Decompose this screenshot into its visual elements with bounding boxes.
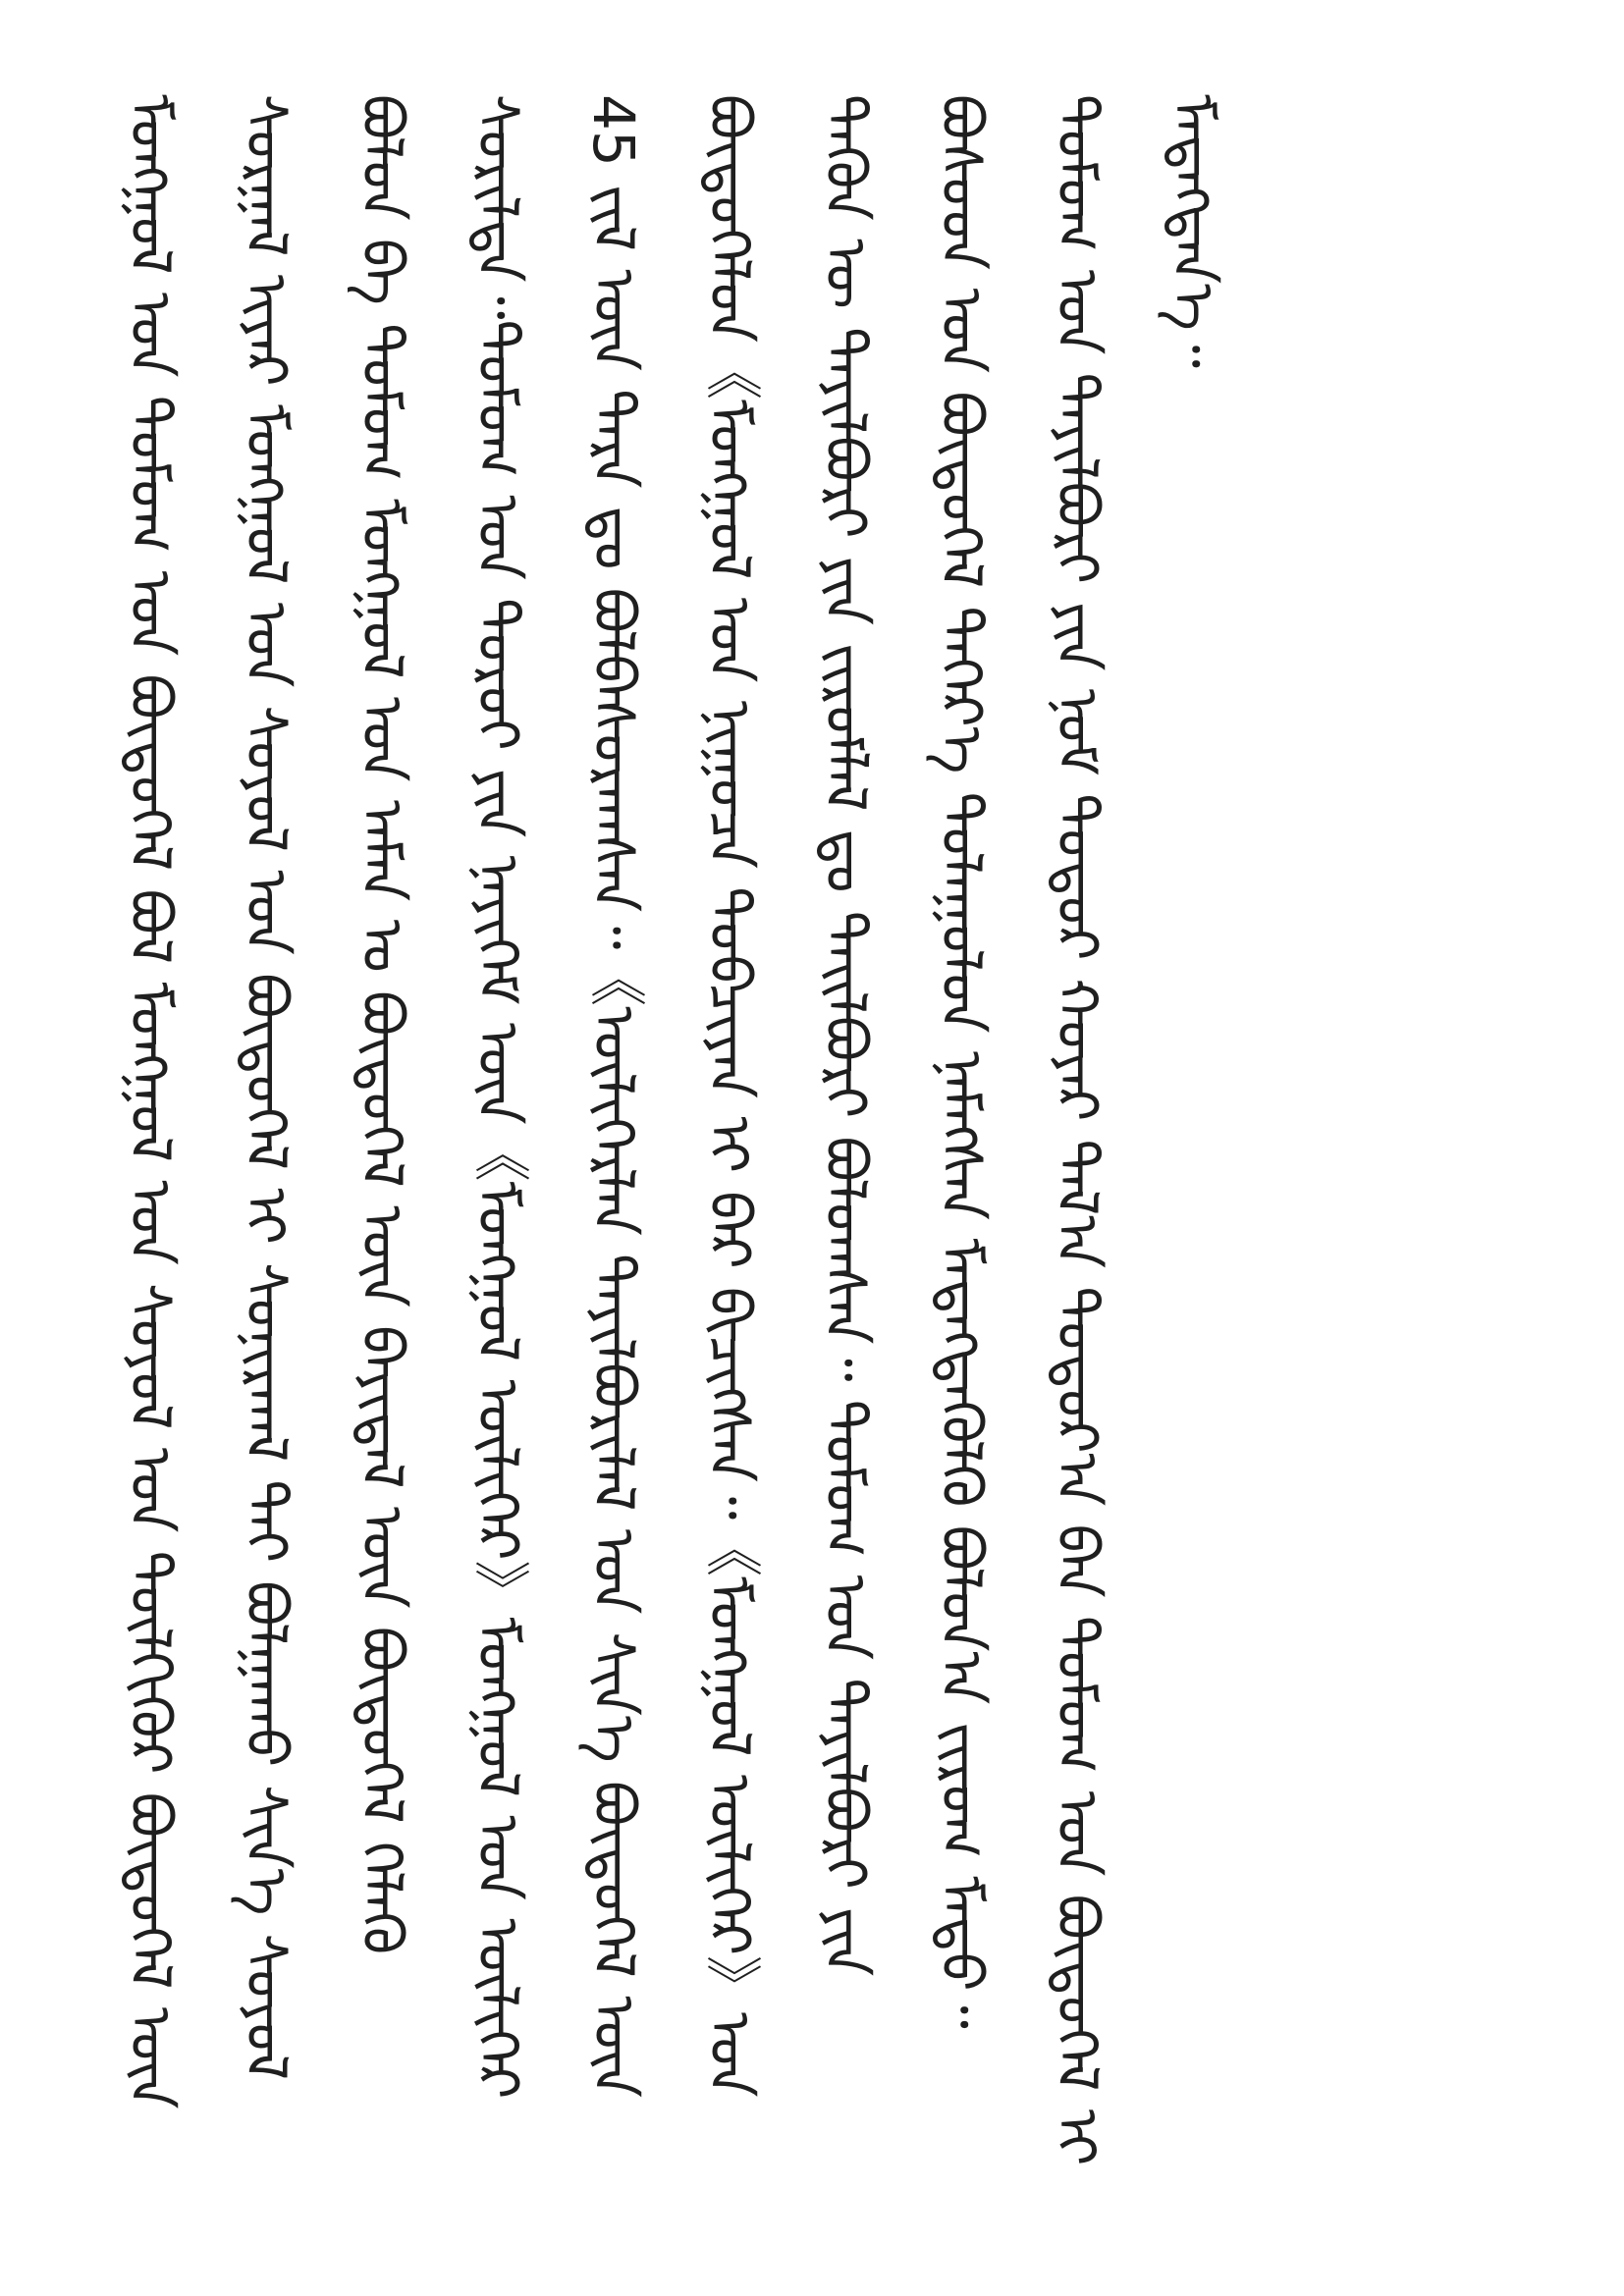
text-line: ᠮᠡᠳᠡᠭᠳᠡᠨ᠎ᠡ᠃ [1160,94,1226,368]
text-line: ᠪᠦᠲᠦᠭᠡᠯᠦᠨ《ᠮᠣᠩᠭᠣᠯ ᠤᠨ ᠨᠢᠭᠤᠴᠠ ᠲᠣᠪᠴᠢᠶᠠᠨ ᠢ ᠪᠠᠷ ᠪᠢᠴᠢᠭᠰᠡᠨ᠃《ᠮᠣᠩᠭᠣᠯ ᠦᠯᠢᠭᠡᠷ》ᠤᠨ [696,94,763,2098]
text-line: ᠰᠤᠷᠭᠠᠯ ᠢᠶᠠᠷ ᠮᠣᠩᠭᠣᠯ ᠤᠨ ᠰᠣᠶᠣᠯ ᠤᠨ ᠪᠦᠲᠦᠭᠡᠯ ᠢ ᠰᠣᠨᠢᠷᠬᠠᠯ ᠲᠠᠢ ᠪᠣᠯᠭᠠᠬᠤ ᠰᠢᠨ᠎ᠡ ᠰᠣᠶᠣᠯ [233,94,299,2081]
text-line: ᠪᠤᠰᠤᠳ ᠤᠨ ᠪᠦᠲᠦᠭᠡᠯ ᠳᠡᠭᠡᠷ᠎ᠡ ᠲᠤᠯᠠᠭᠤᠯᠤᠨ ᠨᠡᠮᠡᠭᠰᠡᠨ ᠮᠡᠳᠡᠭᠳᠡᠭᠦᠯᠬᠦ ᠪᠣᠯᠤᠨ᠎ᠠ ᠵᠢᠷᠤᠭ ᠮᠠᠲᠤ᠃ [928,94,995,2029]
text-line: ᠲᠡᠭᠦᠨ ᠦ ᠲᠠᠶᠢᠯᠪᠤᠷᠢ ᠶᠢᠨ ᠵᠢᠷᠤᠮᠯᠠᠯ ᠳᠤ ᠲᠠᠢᠯᠪᠤᠷᠢ ᠪᠣᠯᠤᠭᠰᠠᠨ᠃ ᠳᠣᠮᠣᠭ ᠤᠨ ᠲᠠᠶᠢᠯᠪᠤᠷᠢ ᠶᠢᠨ [812,94,879,1977]
text-line: ᠳᠣᠮᠣᠭ ᠤᠨ ᠲᠠᠶᠢᠯᠪᠤᠷᠢ ᠶᠢᠨ ᠨᠣᠮ ᠳᠣᠲᠣᠷ ᠬᠣᠶᠠᠷ ᠲᠠᠯ᠎ᠠ ᠳᠣᠲᠣᠷ᠎ᠠ ᠪᠠᠨ ᠳᠣᠮᠣᠭ ᠤᠨ ᠪᠦᠲᠦᠭᠡᠯ ᠢ [1044,94,1110,2166]
mongolian-text-block [92,94,1251,2215]
text-line: ᠮᠣᠩᠭᠣᠯ ᠤᠨ ᠳᠣᠮᠣᠭ ᠤᠨ ᠪᠦᠲᠦᠭᠡᠯ ᠪᠣᠯ ᠮᠣᠩᠭᠣᠯ ᠤᠨ ᠰᠣᠶᠣᠯ ᠤᠨ ᠲᠦᠯᠬᠢᠭᠦᠷ ᠪᠦᠲᠦᠭᠡᠯ ᠦᠨ [117,94,184,2109]
text-line: 45 ᠵᠢᠯ ᠦᠨ ᠳᠠᠷᠠ ᠳᠤ ᠪᠣᠯᠪᠠᠰᠤᠷᠠᠭᠰᠠᠨ᠃《ᠦᠯᠢᠭᠡᠷᠯᠡᠨ ᠲᠠᠶᠢᠯᠪᠤᠷᠢᠯᠠᠯ ᠤᠨ ᠰᠢᠨ᠎ᠡ ᠪᠦᠲᠦᠭᠡᠯ ᠦᠨ [580,94,647,2098]
text-line: ᠪᠣᠯᠤᠨ ᠪᠠ ᠳᠣᠮᠣᠭ ᠮᠣᠩᠭᠣᠯ ᠤᠨ ᠠᠮᠠᠨ ᠤ ᠪᠦᠲᠦᠭᠡᠯ ᠦᠨ ᠪᠠᠶᠢᠳᠠᠯ ᠦᠨ ᠪᠦᠲᠦᠭᠡᠯ ᠬᠡᠯᠡᠬᠦ [349,94,415,1955]
text-line: ᠰᠣᠷᠢᠯᠲᠠ᠃ᠳᠣᠮᠣᠭ ᠤᠨ ᠳᠣᠷᠣᠢ ᠶᠢᠨ ᠨᠡᠶᠢᠭᠡᠮ ᠦᠨ《ᠮᠣᠩᠭᠣᠯ ᠦᠯᠢᠭᠡᠷ》ᠮᠣᠩᠭᠣᠯ ᠤᠨ ᠦᠯᠢᠭᠡᠷ [464,94,531,2100]
